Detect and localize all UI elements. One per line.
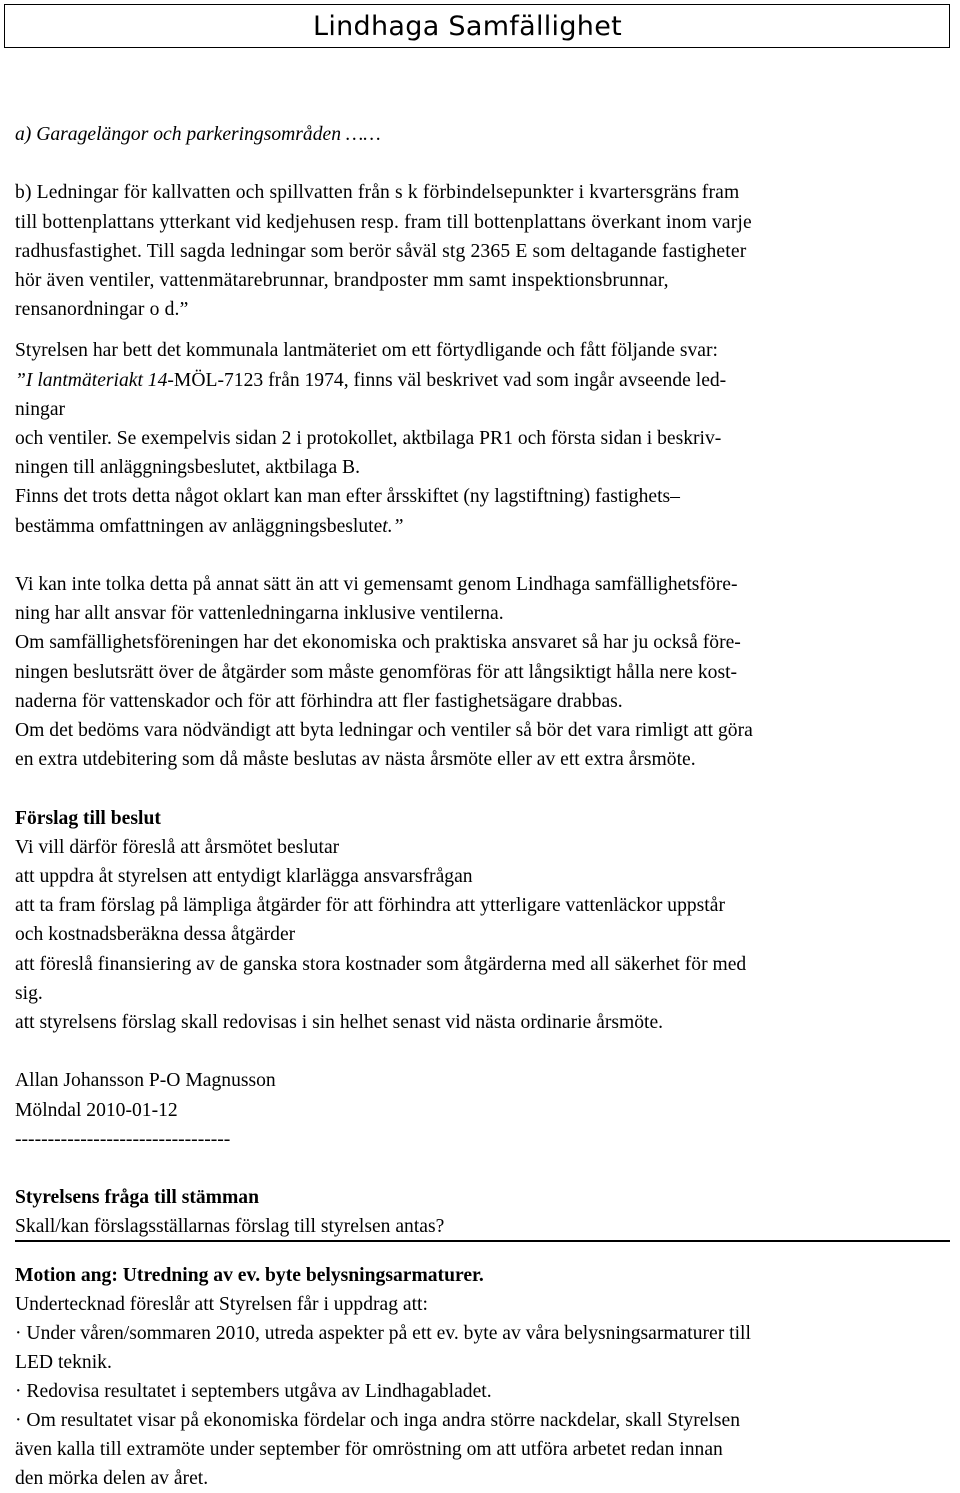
paragraph-line: en extra utdebitering som då måste beslutas av nästa årsmöte eller av ett extra årsmöte. bbox=[15, 749, 696, 771]
horizontal-rule bbox=[15, 1240, 950, 1242]
paragraph-line: naderna för vattenskador och för att förhindra att fler fastighetsägare drabbas. bbox=[15, 690, 623, 712]
paragraph-line: ning har allt ansvar för vattenledningarna inklusive ventilerna. bbox=[15, 603, 504, 625]
signature-place-date: Mölndal 2010-01-12 bbox=[15, 1099, 178, 1121]
proposal-section bbox=[15, 804, 950, 1038]
section-b-line: rensanordningar o d.” bbox=[15, 299, 189, 321]
spacer bbox=[15, 149, 950, 178]
lantmateriet-paragraph bbox=[15, 336, 950, 540]
spacer bbox=[15, 1037, 950, 1066]
spacer bbox=[15, 774, 950, 803]
section-b-line: radhusfastighet. Till sagda ledningar som berör såväl stg 2365 E som deltagande fastigheter bbox=[15, 240, 747, 262]
signature-block bbox=[15, 1066, 950, 1154]
section-b-line: b) Ledningar för kallvatten och spillvatten från s k förbindelsepunkter i kvartersgräns fram bbox=[15, 182, 740, 204]
board-question-text: Skall/kan förslagsställarnas förslag till styrelsen antas? bbox=[15, 1216, 445, 1238]
proposal-line: att ta fram förslag på lämpliga åtgärder för att förhindra att ytterligare vattenläckor uppstår bbox=[15, 895, 725, 917]
spacer bbox=[15, 541, 950, 570]
motion-intro: Undertecknad föreslår att Styrelsen får i uppdrag att: bbox=[15, 1294, 428, 1315]
signature-separator: --------------------------------- bbox=[15, 1128, 231, 1150]
section-b-line: hör även ventiler, vattenmätarebrunnar, brandposter mm samt inspektionsbrunnar, bbox=[15, 270, 669, 291]
paragraph-line: ningen till anläggningsbeslutet, aktbilaga B. bbox=[15, 457, 361, 479]
document-body bbox=[15, 120, 950, 1242]
paragraph-line: Om det bedöms vara nödvändigt att byta ledningar och ventiler så bör det vara rimligt att göra bbox=[15, 720, 753, 742]
proposal-line: att styrelsens förslag skall redovisas i sin helhet senast vid nästa ordinarie årsmöte. bbox=[15, 1012, 664, 1034]
proposal-line: och kostnadsberäkna dessa åtgärder bbox=[15, 924, 296, 946]
section-b-line: till bottenplattans ytterkant vid kedjehusen resp. fram till bottenplattans överkant inom varje bbox=[15, 211, 752, 233]
section-a-heading: a) Garagelängor och parkeringsområden …… bbox=[15, 124, 381, 145]
signature-names: Allan Johansson P-O Magnusson bbox=[15, 1070, 276, 1092]
proposal-line: Vi vill därför föreslå att årsmötet beslutar bbox=[15, 836, 340, 858]
proposal-heading: Förslag till beslut bbox=[15, 807, 161, 829]
motion-line: LED teknik. bbox=[15, 1352, 112, 1373]
motion-line: · Om resultatet visar på ekonomiska fördelar och inga andra större nackdelar, skall Styrelsen bbox=[15, 1410, 741, 1431]
paragraph-line: Om samfällighetsföreningen har det ekonomiska och praktiska ansvaret så har ju också före- bbox=[15, 632, 741, 654]
section-b-paragraph bbox=[15, 178, 950, 324]
motion-section bbox=[15, 1261, 950, 1493]
interpretation-paragraph bbox=[15, 570, 950, 774]
paragraph-line: Finns det trots detta något oklart kan man efter årsskiftet (ny lagstiftning) fastighets– bbox=[15, 486, 680, 508]
board-question-heading: Styrelsens fråga till stämman bbox=[15, 1187, 259, 1209]
proposal-line: sig. bbox=[15, 982, 43, 1004]
paragraph-line: Styrelsen har bett det kommunala lantmäteriet om ett förtydligande och fått följande svar: bbox=[15, 340, 718, 362]
header-box bbox=[4, 4, 950, 48]
proposal-line: att uppdra åt styrelsen att entydigt klarlägga ansvarsfrågan bbox=[15, 866, 473, 888]
motion-line: · Redovisa resultatet i septembers utgåva av Lindhagabladet. bbox=[15, 1381, 492, 1402]
page-title: Lindhaga Samfällighet bbox=[313, 11, 623, 42]
quote-line: ”I lantmäteriakt 14-MÖL-7123 från 1974, finns väl beskrivet vad som ingår avseende led- bbox=[15, 369, 727, 391]
paragraph-line: ningar bbox=[15, 398, 66, 420]
proposal-line: att föreslå finansiering av de ganska stora kostnader som åtgärderna med all säkerhet för med bbox=[15, 953, 747, 975]
board-question-section bbox=[15, 1183, 950, 1241]
paragraph-line: ningen beslutsrätt över de åtgärder som måste genomföras för att långsiktigt hålla nere kost- bbox=[15, 661, 738, 683]
motion-line: · Under våren/sommaren 2010, utreda aspekter på ett ev. byte av våra belysningsarmaturer till bbox=[15, 1323, 751, 1344]
motion-line: även kalla till extramöte under september för omröstning om att utföra arbetet redan innan bbox=[15, 1439, 723, 1460]
motion-heading: Motion ang: Utredning av ev. byte belysningsarmaturer. bbox=[15, 1265, 484, 1286]
spacer bbox=[15, 1154, 950, 1183]
motion-line: den mörka delen av året. bbox=[15, 1468, 209, 1489]
paragraph-line: bestämma omfattningen av anläggningsbeslutet.” bbox=[15, 515, 404, 537]
spacer bbox=[15, 324, 950, 336]
paragraph-line: Vi kan inte tolka detta på annat sätt än att vi gemensamt genom Lindhaga samfällighetsföre- bbox=[15, 574, 738, 596]
paragraph-line: och ventiler. Se exempelvis sidan 2 i protokollet, aktbilaga PR1 och första sidan i beskriv- bbox=[15, 428, 722, 450]
